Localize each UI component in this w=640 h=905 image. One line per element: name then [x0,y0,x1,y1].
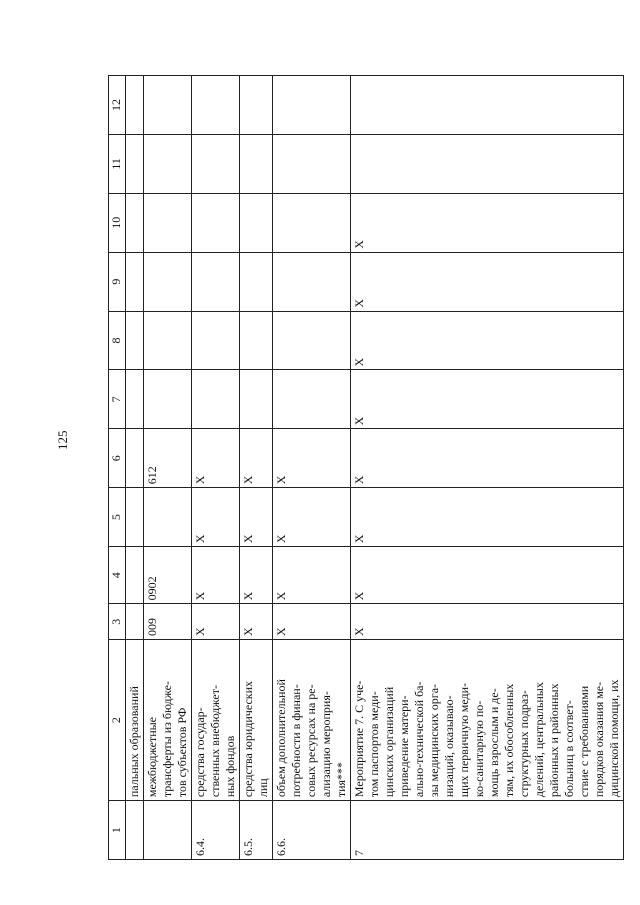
value-cell [144,370,192,429]
row-label-cell: пальных образований [126,640,144,801]
value-cell: Х [351,370,624,429]
value-cell [144,134,192,193]
value-cell [192,370,240,429]
value-cell: Х [240,488,273,547]
row-label-cell: средства государ- ственных внебюджет- ных фондов [192,640,240,801]
column-header: 2 [109,640,126,801]
value-cell [126,604,144,640]
column-header: 9 [109,252,126,311]
value-cell [126,193,144,252]
row-label-cell: Мероприятие 7. С уче- том паспортов меди- цинских организаций приведение матери- ально-технической ба- зы медицинских орга- низаций, оказываю- щих первичную меди- ко-санитарную по- мощь взрослым и де- тям, их обособленных структурных подраз- делений, центральных районных и районных больниц в соответ- ствие с требованиями порядков оказания ме- дицинской помощи, их [351,640,624,801]
value-cell [273,76,351,135]
value-cell [144,488,192,547]
value-cell [126,76,144,135]
table-row [126,76,144,860]
value-cell: Х [273,429,351,488]
value-cell [126,370,144,429]
column-header: 12 [109,76,126,135]
value-cell [192,311,240,370]
value-cell [126,311,144,370]
value-cell: Х [351,429,624,488]
table-row [144,76,192,860]
value-cell [240,134,273,193]
value-cell [351,134,624,193]
value-cell [192,193,240,252]
row-number-cell [126,801,144,860]
value-cell: Х [240,604,273,640]
value-cell: Х [273,547,351,604]
value-cell [240,252,273,311]
column-header: 11 [109,134,126,193]
row-number-cell: 7 [351,801,624,860]
value-cell [240,370,273,429]
value-cell: 0902 [144,547,192,604]
table-row [351,76,624,860]
row-label-cell: межбюджетные трансферты из бюдже- тов субъектов РФ [144,640,192,801]
table-row [192,76,240,860]
column-header: 4 [109,547,126,604]
table-row [273,76,351,860]
value-cell [126,429,144,488]
value-cell: 612 [144,429,192,488]
row-number-cell: 6.6. [273,801,351,860]
value-cell: Х [351,252,624,311]
value-cell: Х [351,488,624,547]
value-cell [126,252,144,311]
column-header: 7 [109,370,126,429]
value-cell [126,134,144,193]
value-cell [240,76,273,135]
value-cell [273,252,351,311]
value-cell [126,488,144,547]
value-cell: Х [273,488,351,547]
column-header: 3 [109,604,126,640]
value-cell [240,311,273,370]
row-number-cell: 6.4. [192,801,240,860]
value-cell: Х [240,547,273,604]
column-header: 8 [109,311,126,370]
row-label-cell: объем дополнительной потребности в финан- совых ресурсах на ре- ализацию мероприя- тия*** [273,640,351,801]
table-row [240,76,273,860]
column-header: 6 [109,429,126,488]
data-table [108,75,624,860]
value-cell: Х [351,193,624,252]
value-cell: Х [192,604,240,640]
header-row [109,76,126,860]
value-cell: Х [192,547,240,604]
row-number-cell: 6.5. [240,801,273,860]
value-cell: Х [351,311,624,370]
column-header: 10 [109,193,126,252]
column-header: 5 [109,488,126,547]
value-cell [192,76,240,135]
value-cell: Х [351,547,624,604]
value-cell [144,76,192,135]
value-cell [273,370,351,429]
page-number: 125 [55,430,70,450]
value-cell [192,134,240,193]
column-header: 1 [109,801,126,860]
value-cell: Х [192,429,240,488]
value-cell [273,311,351,370]
value-cell [240,193,273,252]
value-cell: Х [192,488,240,547]
value-cell [126,547,144,604]
value-cell: Х [351,604,624,640]
value-cell [351,76,624,135]
row-number-cell [144,801,192,860]
value-cell [144,193,192,252]
value-cell: Х [273,604,351,640]
value-cell [144,311,192,370]
value-cell [144,252,192,311]
value-cell: 009 [144,604,192,640]
value-cell [273,134,351,193]
value-cell: Х [240,429,273,488]
table-container [108,75,621,860]
value-cell [273,193,351,252]
value-cell [192,252,240,311]
row-label-cell: средства юридических лиц [240,640,273,801]
